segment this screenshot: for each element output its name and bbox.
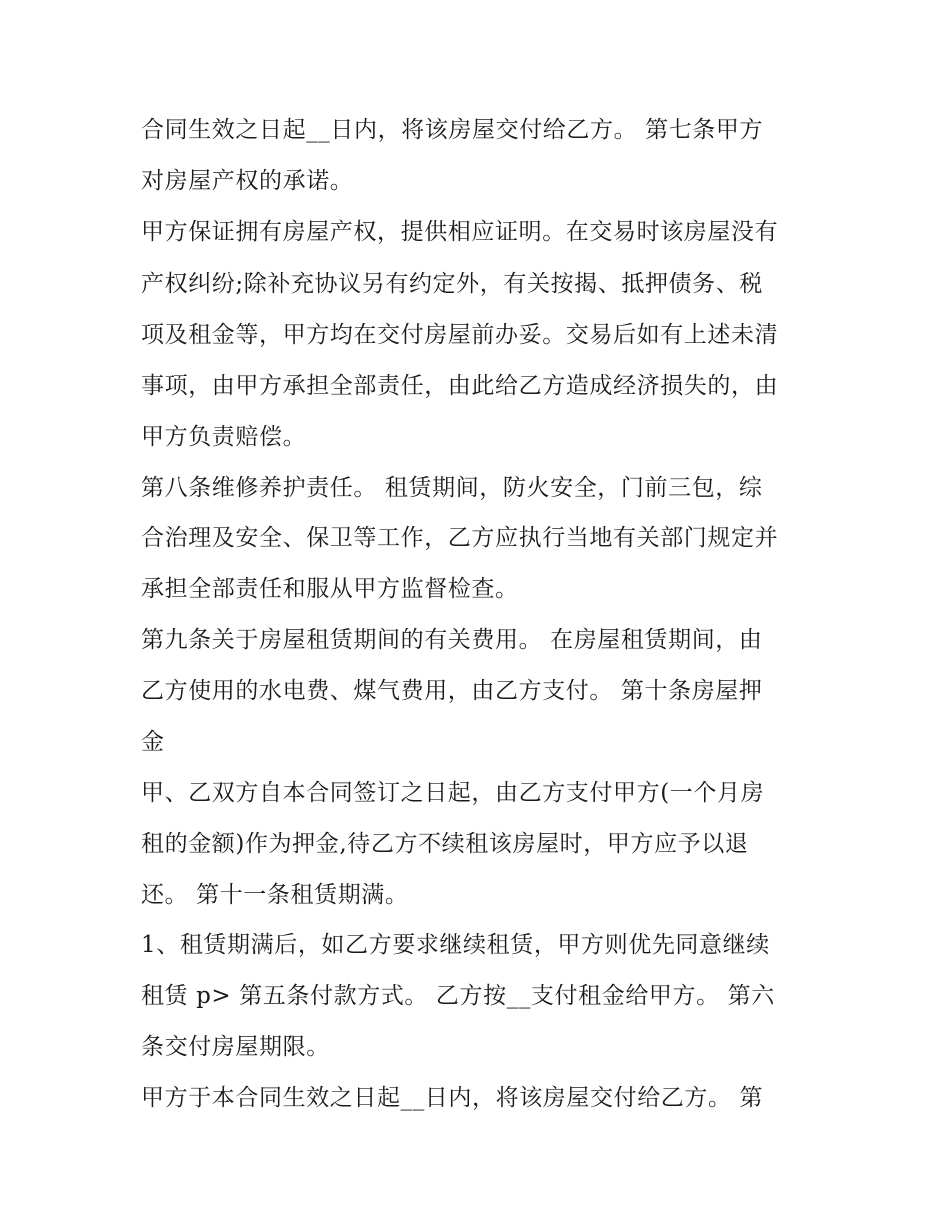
text-line: 乙方使用的水电费、煤气费用，由乙方支付。 第十条房屋押 [141,678,763,704]
text-line: 还。 第十一条租赁期满。 [141,882,409,908]
text-line: 对房屋产权的承诺。 [141,168,354,194]
text-line: 条交付房屋期限。 [141,1034,330,1060]
text-line: 甲方保证拥有房屋产权，提供相应证明。在交易时该房屋没有 [141,219,779,245]
text-line: 甲、乙双方自本合同签订之日起，由乙方支付甲方(一个月房 [141,780,765,806]
text-line: 租赁 p> 第五条付款方式。 乙方按__支付租金给甲方。 第六 [141,983,775,1009]
text-line: 产权纠纷;除补充协议另有约定外，有关按揭、抵押债务、税 [141,271,763,297]
text-line: 第九条关于房屋租赁期间的有关费用。 在房屋租赁期间，由 [141,627,763,653]
text-line: 1、租赁期满后，如乙方要求继续租赁，甲方则优先同意继续 [141,932,770,958]
text-line: 甲方负责赔偿。 [141,424,307,450]
text-line: 合治理及安全、保卫等工作，乙方应执行当地有关部门规定并 [141,525,779,551]
text-line: 承担全部责任和服从甲方监督检查。 [141,576,519,602]
text-line: 项及租金等，甲方均在交付房屋前办妥。交易后如有上述未清 [141,322,779,348]
text-line: 合同生效之日起__日内，将该房屋交付给乙方。 第七条甲方 [141,117,764,143]
text-line: 事项，由甲方承担全部责任，由此给乙方造成经济损失的，由 [141,373,779,399]
text-line: 金 [141,729,165,755]
text-line: 租的金额)作为押金,待乙方不续租该房屋时，甲方应予以退 [141,831,749,857]
text-line: 第八条维修养护责任。 租赁期间，防火安全，门前三包，综 [141,475,763,501]
text-line: 甲方于本合同生效之日起__日内，将该房屋交付给乙方。 第 [141,1085,764,1111]
